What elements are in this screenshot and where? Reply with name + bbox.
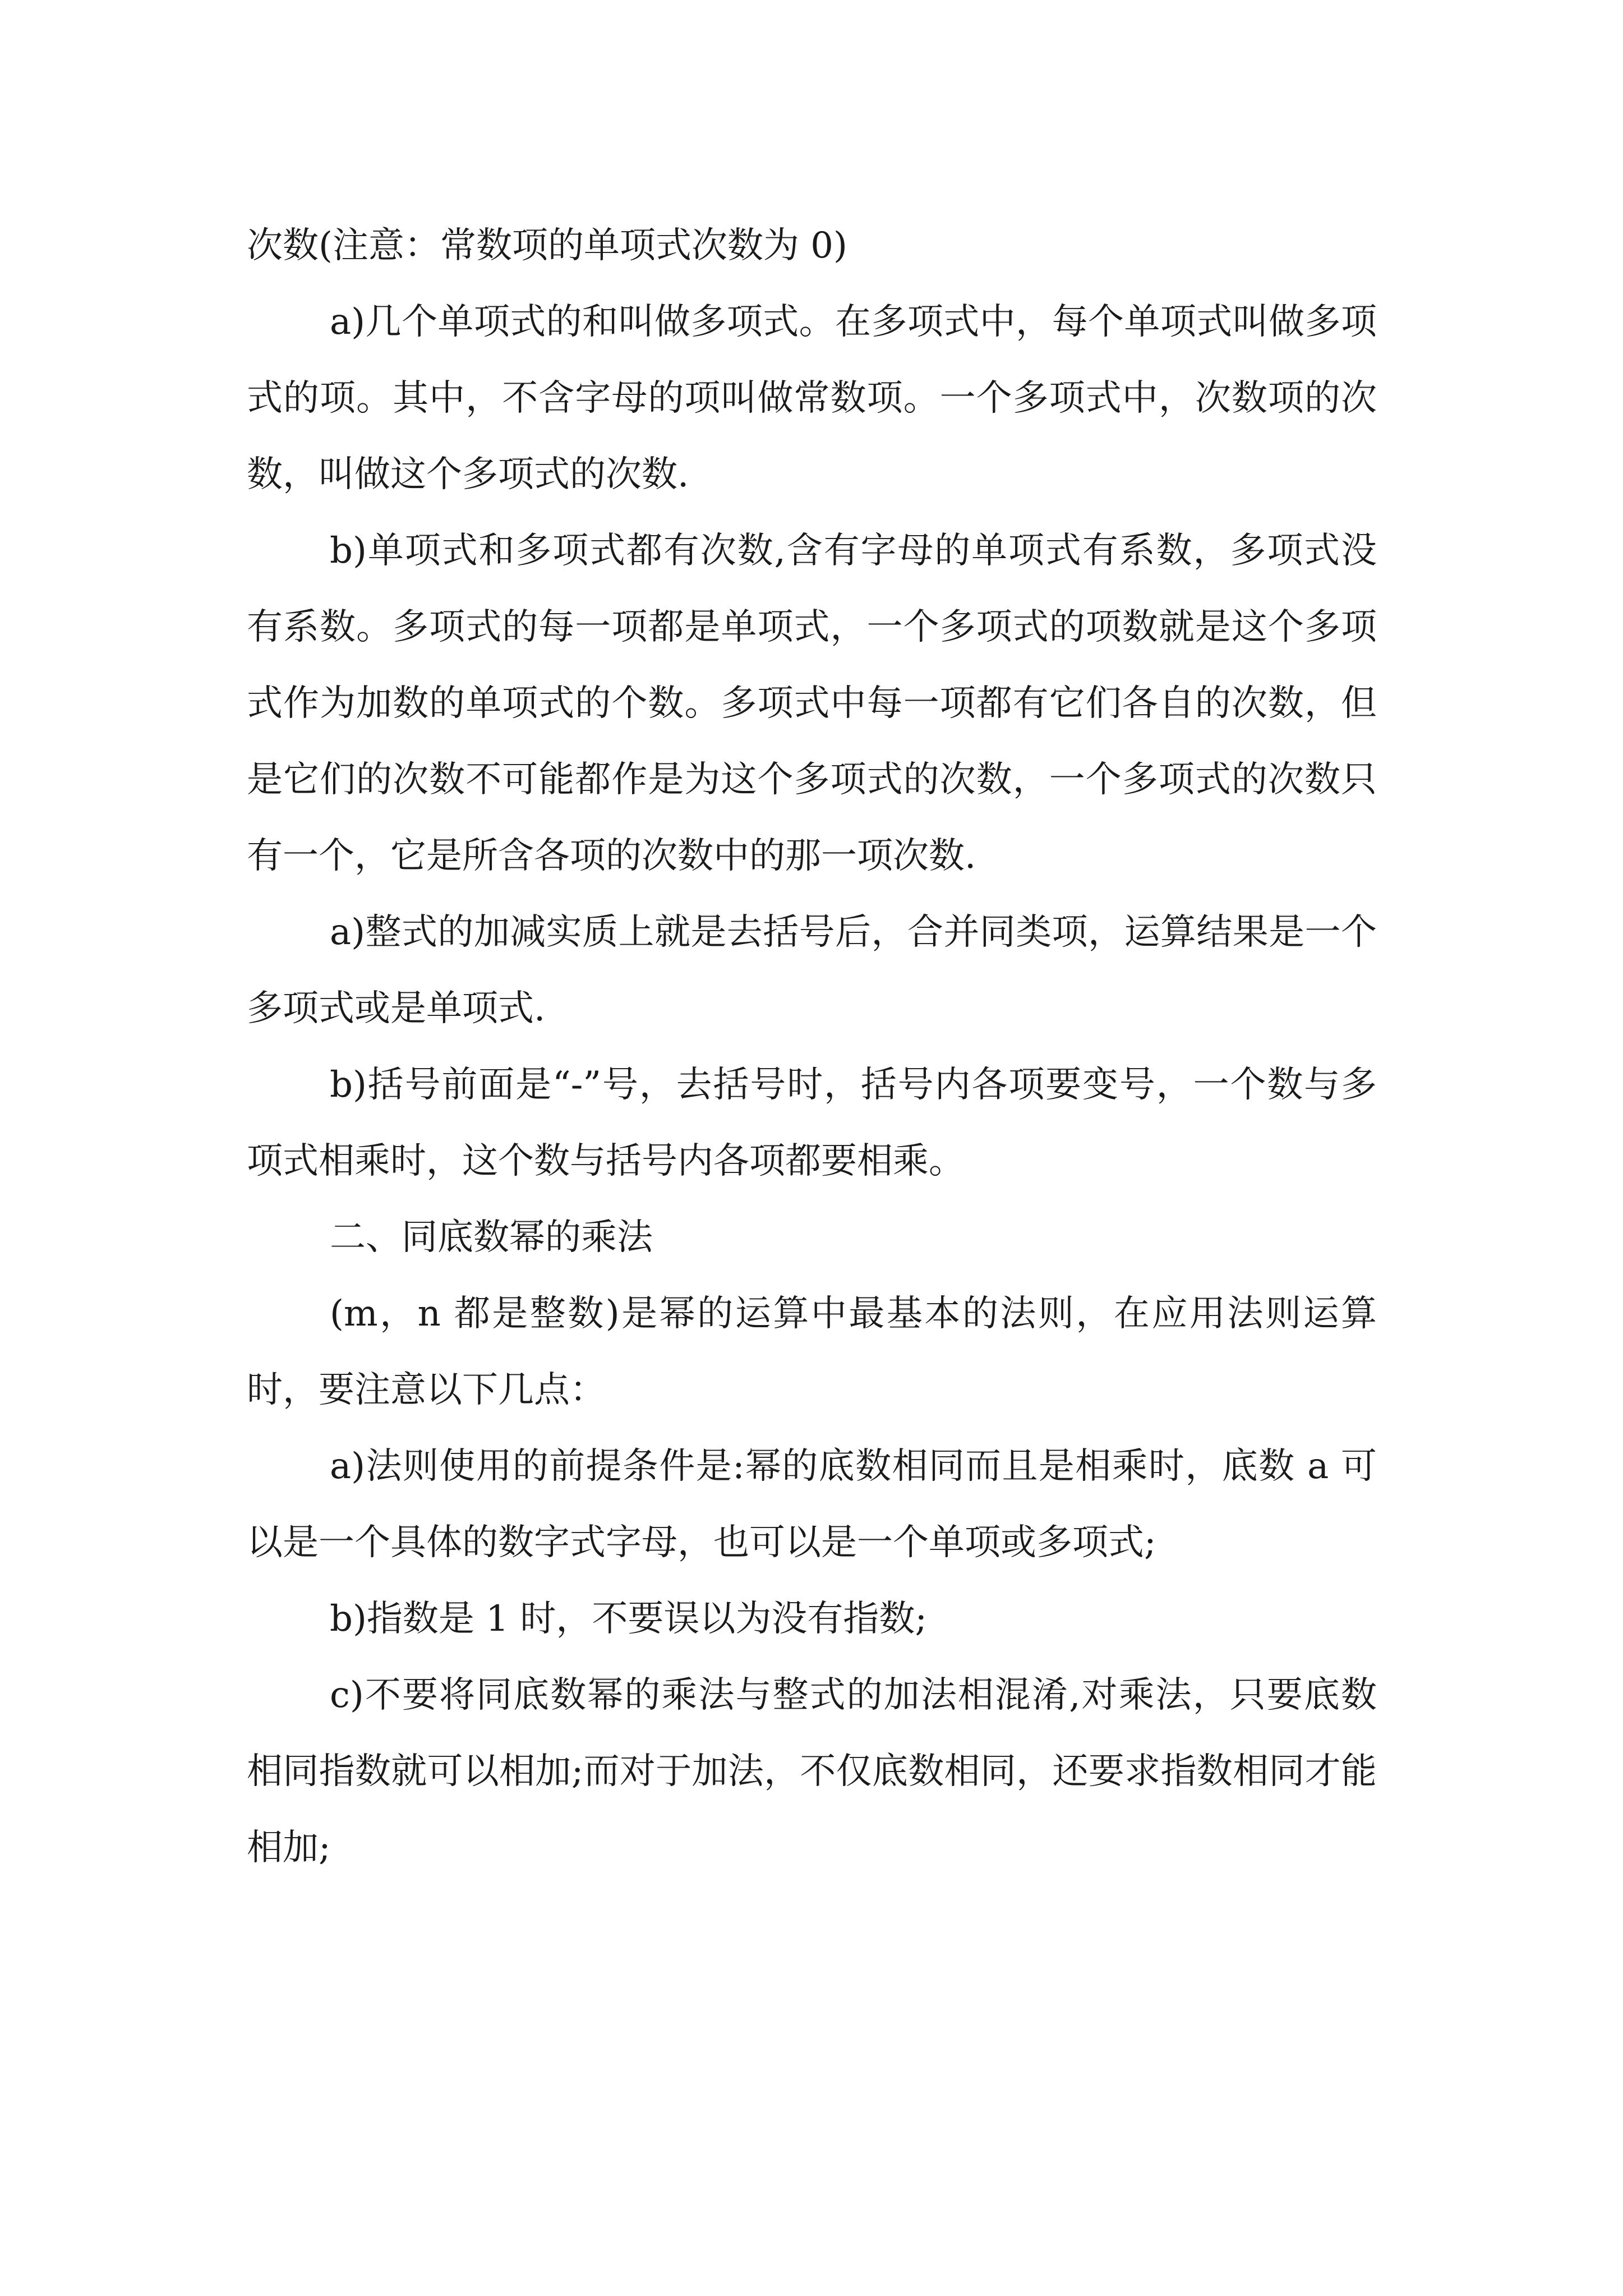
paragraph-polynomial-definition: a)几个单项式的和叫做多项式。在多项式中，每个单项式叫做多项式的项。其中，不含字母的项叫做常数项。一个多项式中，次数项的次数，叫做这个多项式的次数.: [247, 301, 1377, 495]
paragraph-power-rule-intro: (m，n 都是整数)是幂的运算中最基本的法则，在应用法则运算时，要注意以下几点：: [247, 1293, 1377, 1411]
paragraph-do-not-confuse: c)不要将同底数幂的乘法与整式的加法相混淆,对乘法，只要底数相同指数就可以相加;而对于加法，不仅底数相同，还要求指数相同才能相加;: [247, 1674, 1377, 1869]
paragraph-exponent-one: b)指数是 1 时，不要误以为没有指数;: [330, 1598, 927, 1640]
paragraph-degree-and-coefficient: b)单项式和多项式都有次数,含有字母的单项式有系数，多项式没有系数。多项式的每一项都是单项式，一个多项式的项数就是这个多项式作为加数的单项式的个数。多项式中每一项都有它们各自的次数，但是它们的次数不可能都作是为这个多项式的次数，一个多项式的次数只有一个，它是所含各项的次数中的那一项次数.: [247, 530, 1377, 877]
document-body: [247, 208, 1377, 1886]
paragraph-addition-subtraction: a)整式的加减实质上就是去括号后，合并同类项，运算结果是一个多项式或是单项式.: [247, 912, 1377, 1029]
paragraph-rule-condition: a)法则使用的前提条件是:幂的底数相同而且是相乘时，底数 a 可以是一个具体的数字式字母，也可以是一个单项或多项式;: [247, 1446, 1377, 1563]
paragraph-brackets-rule: b)括号前面是“-”号，去括号时，括号内各项要变号，一个数与多项式相乘时，这个数与括号内各项都要相乘。: [247, 1064, 1377, 1182]
section-heading: 二、同底数幂的乘法: [330, 1217, 653, 1258]
paragraph-continuation: 次数(注意：常数项的单项式次数为 0): [247, 225, 847, 266]
